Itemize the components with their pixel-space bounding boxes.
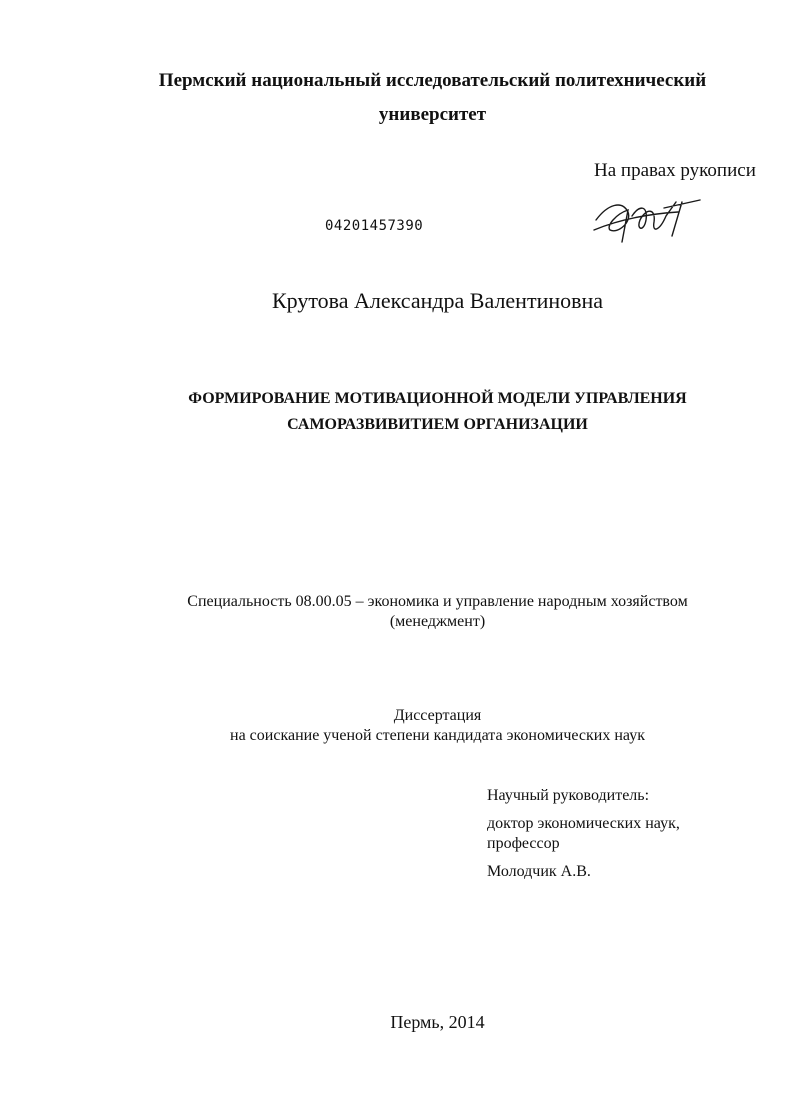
specialty-line-2: (менеджмент)	[389, 613, 486, 630]
author-name: Крутова Александра Валентиновна	[271, 288, 604, 313]
dissertation-type	[40, 706, 795, 746]
dissertation-line-2: на соискание ученой степени кандидата экономических наук	[230, 727, 645, 744]
signature	[588, 190, 706, 246]
advisor-degree-line-1: доктор экономических наук,	[487, 815, 680, 832]
university-line-2: университет	[378, 104, 487, 125]
university-line-1: Пермский национальный исследовательский политехнический	[158, 70, 707, 91]
advisor-name: Молодчик А.В.	[487, 863, 591, 880]
university-name	[60, 64, 795, 132]
city-year: Пермь, 2014	[390, 1012, 485, 1032]
advisor-label: Научный руководитель:	[487, 787, 650, 804]
specialty-line-1: Специальность 08.00.05 – экономика и управление народным хозяйством	[187, 593, 688, 610]
catalog-number: 04201457390	[325, 218, 424, 234]
specialty	[40, 592, 795, 632]
advisor-degree-line-2: профессор	[487, 835, 560, 852]
title-line-2: САМОРАЗВИВИТИЕМ ОРГАНИЗАЦИИ	[287, 416, 588, 433]
dissertation-title	[40, 386, 795, 438]
title-line-1: ФОРМИРОВАНИЕ МОТИВАЦИОННОЙ МОДЕЛИ УПРАВЛЕНИЯ	[188, 390, 687, 407]
dissertation-line-1: Диссертация	[393, 707, 482, 724]
scientific-advisor	[487, 786, 680, 882]
manuscript-rights: На правах рукописи	[594, 160, 756, 181]
